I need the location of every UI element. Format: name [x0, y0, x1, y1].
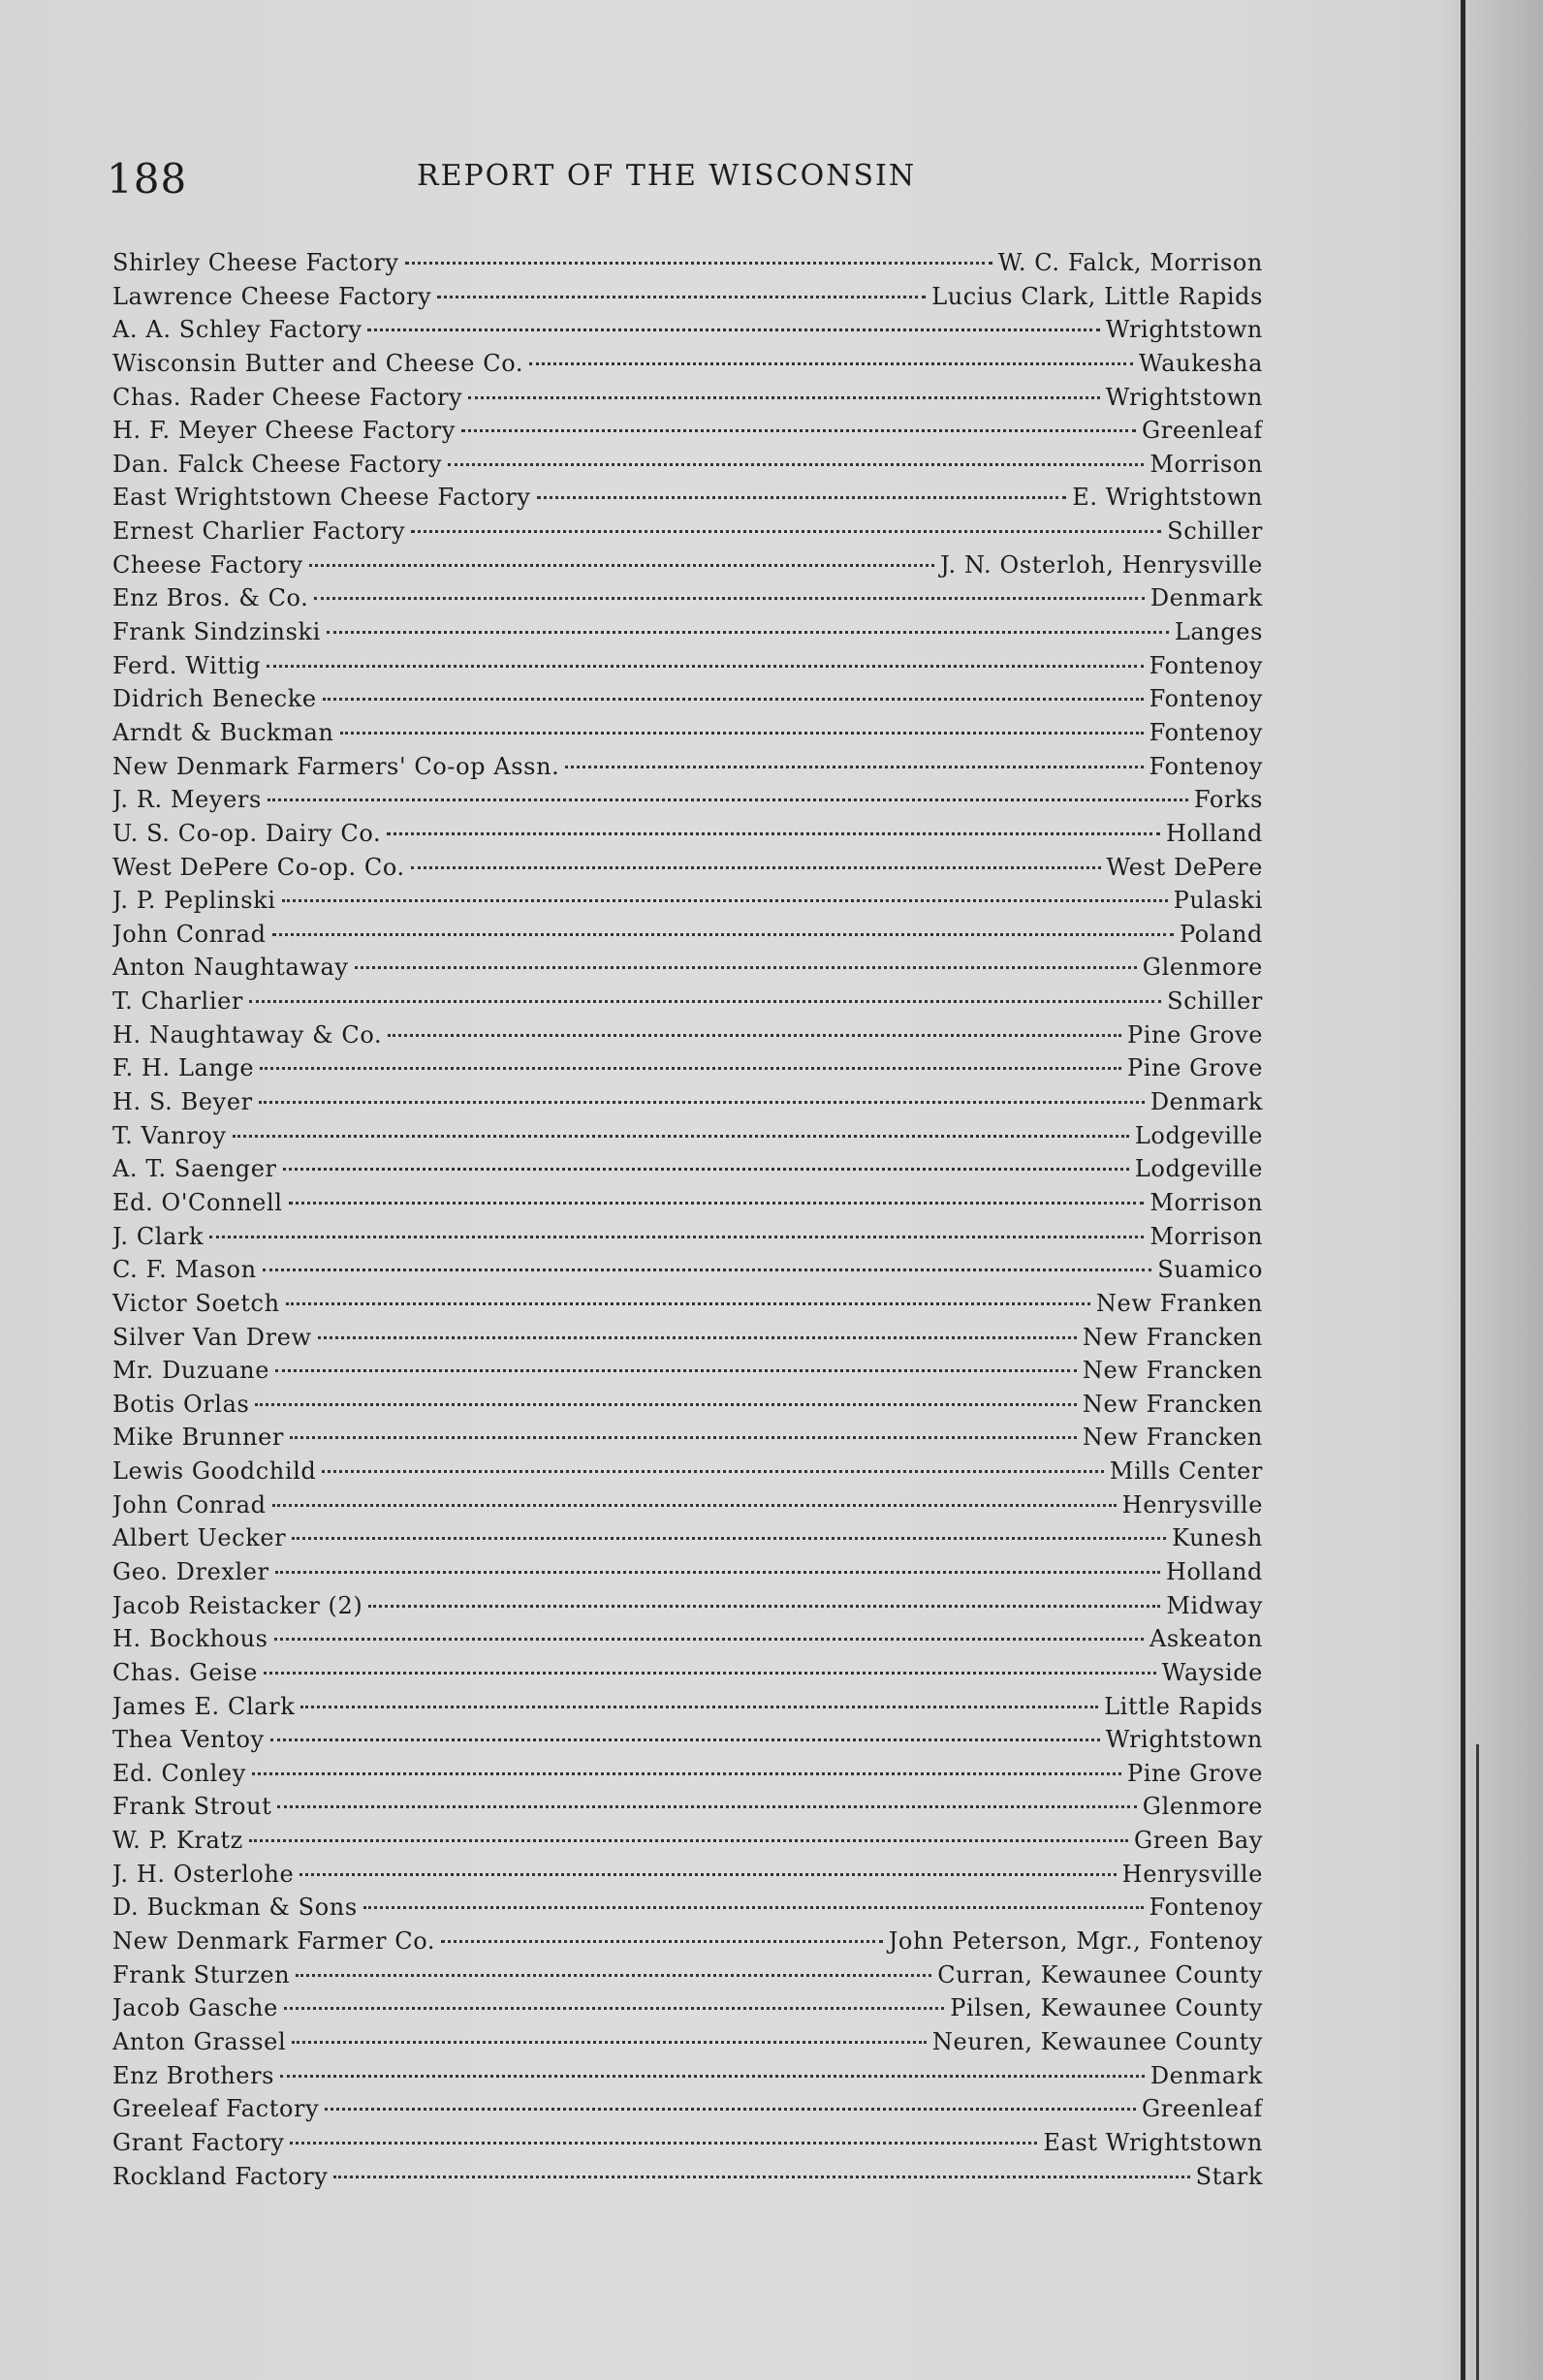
dot-leader	[441, 1940, 883, 1943]
factory-name: H. Bockhous	[112, 1625, 268, 1653]
factory-location: Kunesh	[1172, 1524, 1263, 1552]
dot-leader	[283, 1168, 1129, 1171]
dot-leader	[322, 1470, 1104, 1473]
factory-name: Dan. Falck Cheese Factory	[112, 450, 443, 478]
list-item	[112, 1861, 1263, 1895]
dot-leader	[296, 1974, 931, 1977]
list-item	[112, 1524, 1263, 1558]
factory-location: Fontenoy	[1149, 685, 1263, 713]
list-item	[112, 987, 1263, 1021]
factory-name: Ferd. Wittig	[112, 651, 262, 679]
list-item	[112, 350, 1263, 384]
dot-leader	[290, 1436, 1077, 1439]
dot-leader	[252, 1772, 1121, 1775]
factory-location: Wrightstown	[1105, 383, 1263, 411]
factory-location: New Francken	[1082, 1323, 1263, 1351]
factory-name: Chas. Rader Cheese Factory	[112, 383, 463, 411]
factory-name: Frank Sindzinski	[112, 618, 321, 646]
factory-location: Lucius Clark, Little Rapids	[931, 282, 1263, 310]
factory-name: New Denmark Farmers' Co-op Assn.	[112, 752, 560, 780]
factory-name: J. H. Osterlohe	[112, 1860, 295, 1888]
factory-name: Grant Factory	[112, 2128, 285, 2156]
factory-location: John Peterson, Mgr., Fontenoy	[888, 1927, 1263, 1956]
dot-leader	[309, 564, 934, 567]
list-item	[112, 1793, 1263, 1827]
list-item	[112, 1088, 1263, 1122]
factory-name: Jacob Reistacker (2)	[112, 1591, 363, 1619]
factory-location: Denmark	[1149, 1088, 1263, 1116]
factory-location: Wrightstown	[1105, 1726, 1263, 1754]
dot-leader	[529, 362, 1133, 365]
factory-location: Fontenoy	[1149, 1894, 1263, 1922]
dot-leader	[300, 1706, 1098, 1708]
dot-leader	[263, 1268, 1152, 1271]
list-item	[112, 1457, 1263, 1491]
list-item	[112, 1357, 1263, 1391]
factory-location: West DePere	[1106, 853, 1263, 881]
dot-leader	[340, 732, 1144, 735]
list-item	[112, 954, 1263, 987]
dot-leader	[249, 1000, 1161, 1003]
factory-name: F. H. Lange	[112, 1054, 255, 1082]
factory-location: New Francken	[1082, 1357, 1263, 1385]
dot-leader	[405, 262, 992, 265]
dot-leader	[268, 799, 1188, 801]
factory-location: Neuren, Kewaunee County	[931, 2027, 1263, 2055]
list-item	[112, 249, 1263, 283]
factory-location: Henrysville	[1121, 1860, 1263, 1888]
factory-name: J. P. Peplinski	[112, 887, 276, 915]
factory-location: Fontenoy	[1149, 651, 1263, 679]
factory-name: Frank Strout	[112, 1793, 272, 1821]
dot-leader	[363, 1906, 1144, 1909]
factory-name: J. Clark	[112, 1222, 205, 1250]
factory-name: John Conrad	[112, 920, 267, 948]
factory-location: Schiller	[1167, 987, 1263, 1016]
factory-location: New Francken	[1082, 1390, 1263, 1418]
factory-name: Albert Uecker	[112, 1524, 287, 1552]
factory-name: Cheese Factory	[112, 550, 303, 579]
dot-leader	[209, 1236, 1144, 1238]
dot-leader	[314, 597, 1144, 600]
list-item	[112, 584, 1263, 618]
list-item	[112, 1961, 1263, 1995]
dot-leader	[448, 463, 1144, 466]
factory-name: A. T. Saenger	[112, 1155, 277, 1183]
list-item	[112, 1391, 1263, 1425]
factory-location: Langes	[1174, 618, 1263, 646]
dot-leader	[275, 1369, 1077, 1372]
factory-list	[112, 249, 1263, 2196]
factory-name: Lewis Goodchild	[112, 1457, 317, 1486]
factory-location: Pine Grove	[1127, 1759, 1263, 1787]
list-item	[112, 2129, 1263, 2163]
list-item	[112, 1256, 1263, 1290]
dot-leader	[411, 866, 1101, 869]
factory-location: Greenleaf	[1142, 2095, 1263, 2123]
factory-location: Denmark	[1149, 2061, 1263, 2089]
factory-location: Denmark	[1149, 584, 1263, 612]
binding-edge-inner	[1476, 1744, 1479, 2380]
list-item	[112, 1189, 1263, 1223]
dot-leader	[323, 698, 1144, 701]
factory-name: Enz Brothers	[112, 2061, 275, 2089]
dot-leader	[325, 2108, 1136, 2111]
factory-location: Suamico	[1157, 1256, 1263, 1284]
dot-leader	[233, 1135, 1129, 1138]
dot-leader	[272, 1504, 1117, 1507]
list-item	[112, 685, 1263, 719]
factory-name: Frank Sturzen	[112, 1960, 291, 1989]
dot-leader	[255, 1403, 1076, 1406]
dot-leader	[461, 429, 1136, 432]
list-item	[112, 1659, 1263, 1693]
list-item	[112, 551, 1263, 585]
factory-name: Silver Van Drew	[112, 1323, 312, 1351]
factory-name: U. S. Co-op. Dairy Co.	[112, 819, 382, 847]
dot-leader	[468, 396, 1100, 399]
factory-location: Fontenoy	[1149, 752, 1263, 780]
dot-leader	[367, 329, 1099, 331]
factory-name: Shirley Cheese Factory	[112, 249, 399, 276]
factory-location: Fontenoy	[1149, 718, 1263, 746]
dot-leader	[355, 966, 1137, 969]
factory-location: Morrison	[1149, 1188, 1263, 1216]
factory-name: Victor Soetch	[112, 1289, 280, 1317]
dot-leader	[333, 2176, 1189, 2178]
list-item	[112, 1726, 1263, 1760]
factory-name: A. A. Schley Factory	[112, 316, 362, 344]
factory-name: T. Vanroy	[112, 1121, 227, 1149]
dot-leader	[272, 933, 1174, 936]
dot-leader	[260, 1067, 1121, 1070]
list-item	[112, 1994, 1263, 2028]
dot-leader	[275, 1571, 1160, 1574]
factory-location: W. C. Falck, Morrison	[997, 249, 1263, 276]
factory-name: H. Naughtaway & Co.	[112, 1020, 383, 1049]
factory-name: West DePere Co-op. Co.	[112, 853, 405, 881]
list-item	[112, 1625, 1263, 1659]
dot-leader	[299, 1873, 1116, 1876]
factory-name: W. P. Kratz	[112, 1827, 243, 1855]
list-item	[112, 921, 1263, 955]
dot-leader	[327, 631, 1169, 634]
factory-location: E. Wrightstown	[1072, 484, 1263, 512]
dot-leader	[264, 1672, 1156, 1675]
dot-leader	[277, 1805, 1136, 1808]
factory-location: New Francken	[1082, 1424, 1263, 1452]
factory-location: Mills Center	[1109, 1457, 1263, 1486]
factory-location: Waukesha	[1139, 349, 1263, 377]
list-item	[112, 854, 1263, 888]
factory-name: Thea Ventoy	[112, 1726, 265, 1754]
list-item	[112, 1592, 1263, 1626]
factory-name: Didrich Benecke	[112, 685, 317, 713]
factory-location: Midway	[1166, 1591, 1263, 1619]
dot-leader	[289, 1202, 1145, 1205]
list-item	[112, 1290, 1263, 1324]
factory-location: Pine Grove	[1127, 1020, 1263, 1049]
factory-location: Poland	[1179, 920, 1263, 948]
dot-leader	[259, 1101, 1145, 1104]
factory-name: D. Buckman & Sons	[112, 1894, 358, 1922]
factory-name: Anton Grassel	[112, 2027, 287, 2055]
list-item	[112, 1693, 1263, 1727]
factory-location: Morrison	[1149, 450, 1263, 478]
factory-name: Ernest Charlier Factory	[112, 517, 406, 546]
page-spine-shadow	[1436, 0, 1543, 2380]
factory-location: Schiller	[1167, 517, 1263, 546]
factory-location: Lodgeville	[1134, 1155, 1263, 1183]
factory-name: Mike Brunner	[112, 1424, 284, 1452]
factory-name: Chas. Geise	[112, 1658, 258, 1686]
dot-leader	[290, 2142, 1037, 2145]
list-item	[112, 1894, 1263, 1927]
factory-location: Pulaski	[1173, 887, 1263, 915]
factory-location: Lodgeville	[1134, 1121, 1263, 1149]
list-item	[112, 652, 1263, 686]
list-item	[112, 1558, 1263, 1592]
page-number: 188	[107, 155, 188, 203]
factory-name: James E. Clark	[112, 1692, 296, 1720]
list-item	[112, 2028, 1263, 2062]
factory-name: John Conrad	[112, 1490, 267, 1519]
list-item	[112, 417, 1263, 451]
dot-leader	[249, 1839, 1128, 1842]
factory-location: New Franken	[1095, 1289, 1263, 1317]
list-item	[112, 1122, 1263, 1156]
factory-location: Glenmore	[1142, 1793, 1263, 1821]
factory-name: Greeleaf Factory	[112, 2095, 320, 2123]
factory-location: J. N. Osterloh, Henrysville	[940, 550, 1263, 579]
factory-name: Botis Orlas	[112, 1390, 250, 1418]
dot-leader	[411, 530, 1161, 533]
factory-name: Geo. Drexler	[112, 1557, 269, 1585]
list-item	[112, 1760, 1263, 1794]
list-item	[112, 1155, 1263, 1189]
factory-name: Ed. Conley	[112, 1759, 246, 1787]
factory-location: Holland	[1165, 1557, 1263, 1585]
factory-name: Anton Naughtaway	[112, 954, 349, 982]
dot-leader	[284, 2007, 944, 2010]
dot-leader	[437, 296, 926, 298]
list-item	[112, 1021, 1263, 1055]
list-item	[112, 1927, 1263, 1961]
list-item	[112, 887, 1263, 921]
list-item	[112, 283, 1263, 317]
list-item	[112, 786, 1263, 820]
list-item	[112, 384, 1263, 418]
factory-location: Henrysville	[1121, 1490, 1263, 1519]
factory-location: Curran, Kewaunee County	[937, 1960, 1263, 1989]
factory-name: H. F. Meyer Cheese Factory	[112, 417, 456, 445]
dot-leader	[387, 832, 1160, 835]
factory-name: Enz Bros. & Co.	[112, 584, 309, 612]
binding-edge	[1461, 0, 1465, 2380]
list-item	[112, 1424, 1263, 1457]
factory-location: East Wrightstown	[1043, 2128, 1263, 2156]
factory-location: Wayside	[1161, 1658, 1263, 1686]
factory-location: Holland	[1165, 819, 1263, 847]
factory-name: Arndt & Buckman	[112, 718, 334, 746]
dot-leader	[292, 2041, 927, 2044]
list-item	[112, 1223, 1263, 1257]
list-item	[112, 1324, 1263, 1358]
dot-leader	[282, 899, 1168, 902]
dot-leader	[280, 2075, 1145, 2078]
factory-location: Pilsen, Kewaunee County	[950, 1994, 1263, 2022]
list-item	[112, 2163, 1263, 2197]
list-item	[112, 1827, 1263, 1861]
factory-location: Little Rapids	[1104, 1692, 1263, 1720]
factory-name: New Denmark Farmer Co.	[112, 1927, 436, 1956]
list-item	[112, 484, 1263, 517]
dot-leader	[318, 1336, 1077, 1339]
factory-location: Morrison	[1149, 1222, 1263, 1250]
factory-name: Mr. Duzuane	[112, 1357, 270, 1385]
dot-leader	[565, 766, 1143, 768]
factory-name: Wisconsin Butter and Cheese Co.	[112, 349, 524, 377]
list-item	[112, 2062, 1263, 2096]
dot-leader	[267, 665, 1144, 668]
dot-leader	[270, 1738, 1100, 1741]
list-item	[112, 2095, 1263, 2129]
factory-location: Greenleaf	[1142, 417, 1263, 445]
dot-leader	[388, 1034, 1121, 1037]
list-item	[112, 316, 1263, 350]
factory-name: Ed. O'Connell	[112, 1188, 283, 1216]
factory-name: Lawrence Cheese Factory	[112, 282, 432, 310]
factory-location: Green Bay	[1133, 1827, 1263, 1855]
factory-location: Pine Grove	[1127, 1054, 1263, 1082]
dot-leader	[292, 1537, 1166, 1540]
factory-name: Rockland Factory	[112, 2162, 329, 2190]
list-item	[112, 753, 1263, 787]
list-item	[112, 719, 1263, 753]
dot-leader	[537, 496, 1067, 499]
running-head: REPORT OF THE WISCONSIN	[417, 159, 917, 193]
factory-location: Stark	[1195, 2162, 1263, 2190]
factory-name: H. S. Beyer	[112, 1088, 253, 1116]
factory-location: Askeaton	[1149, 1625, 1263, 1653]
list-item	[112, 517, 1263, 551]
dot-leader	[274, 1638, 1144, 1641]
factory-location: Wrightstown	[1105, 316, 1263, 344]
dot-leader	[368, 1605, 1160, 1608]
list-item	[112, 1491, 1263, 1525]
list-item	[112, 618, 1263, 652]
factory-name: T. Charlier	[112, 987, 243, 1016]
list-item	[112, 451, 1263, 485]
factory-location: Forks	[1193, 786, 1263, 814]
factory-location: Glenmore	[1142, 954, 1263, 982]
factory-name: C. F. Mason	[112, 1256, 257, 1284]
factory-name: Jacob Gasche	[112, 1994, 278, 2022]
page-header	[107, 155, 1265, 213]
list-item	[112, 1054, 1263, 1088]
list-item	[112, 820, 1263, 854]
dot-leader	[286, 1302, 1090, 1305]
factory-name: J. R. Meyers	[112, 786, 262, 814]
factory-name: East Wrightstown Cheese Factory	[112, 484, 531, 512]
